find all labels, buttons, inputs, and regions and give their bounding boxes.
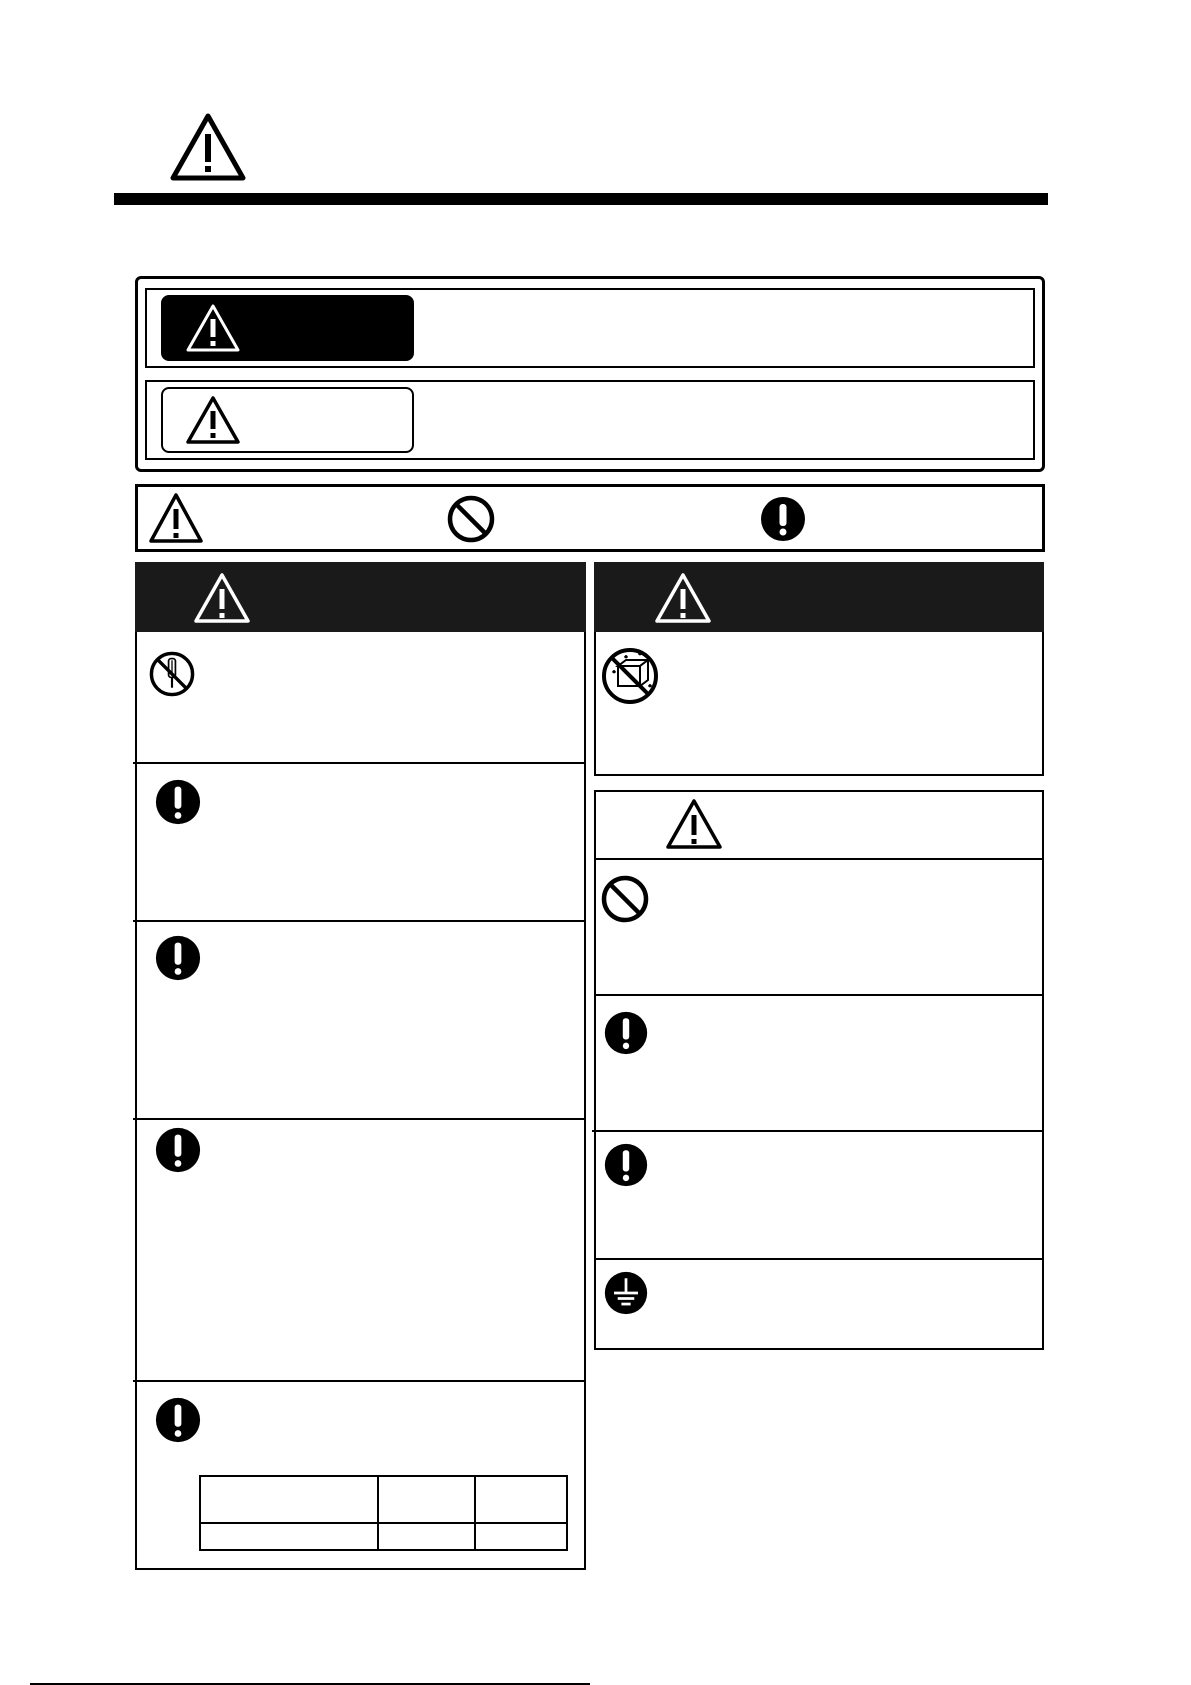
warning-icon — [654, 572, 712, 624]
left-divider-2 — [133, 920, 586, 922]
caution-icon — [185, 395, 241, 445]
right-caution-divider-3 — [594, 1258, 1044, 1260]
right-caution-panel — [594, 790, 1044, 1350]
mandatory-icon — [603, 1142, 649, 1188]
header-warning-icon — [170, 112, 246, 182]
prohibit-symbol-icon — [446, 494, 496, 544]
warning-label-badge — [161, 295, 414, 361]
right-caution-header-rule — [594, 858, 1044, 860]
left-panel-header — [135, 562, 586, 632]
caution-icon — [665, 798, 723, 850]
left-warning-panel — [135, 562, 586, 1570]
table-hline — [201, 1522, 566, 1524]
table-vline-1 — [377, 1477, 379, 1549]
right-caution-divider-1 — [594, 994, 1044, 996]
distance-table — [199, 1475, 568, 1551]
mandatory-icon — [154, 778, 202, 826]
mandatory-icon — [154, 934, 202, 982]
right-warning-header — [594, 562, 1044, 632]
warning-icon — [185, 303, 241, 353]
no-disassemble-icon — [148, 650, 196, 698]
mandatory-symbol-icon — [758, 494, 808, 544]
left-divider-3 — [133, 1118, 586, 1120]
ground-icon — [603, 1270, 649, 1316]
right-caution-divider-2 — [592, 1130, 1044, 1132]
mandatory-icon — [154, 1126, 202, 1174]
caution-symbol-icon — [148, 492, 204, 544]
warning-icon — [193, 572, 251, 624]
table-vline-2 — [474, 1477, 476, 1549]
mandatory-icon — [154, 1396, 202, 1444]
left-divider-4 — [133, 1380, 586, 1382]
left-divider-1 — [133, 762, 586, 764]
prohibit-icon — [600, 874, 650, 924]
symbol-bar — [135, 484, 1045, 552]
header-rule — [114, 193, 1048, 205]
no-water-icon — [600, 646, 660, 706]
caution-label-badge — [161, 387, 414, 453]
mandatory-icon — [603, 1010, 649, 1056]
